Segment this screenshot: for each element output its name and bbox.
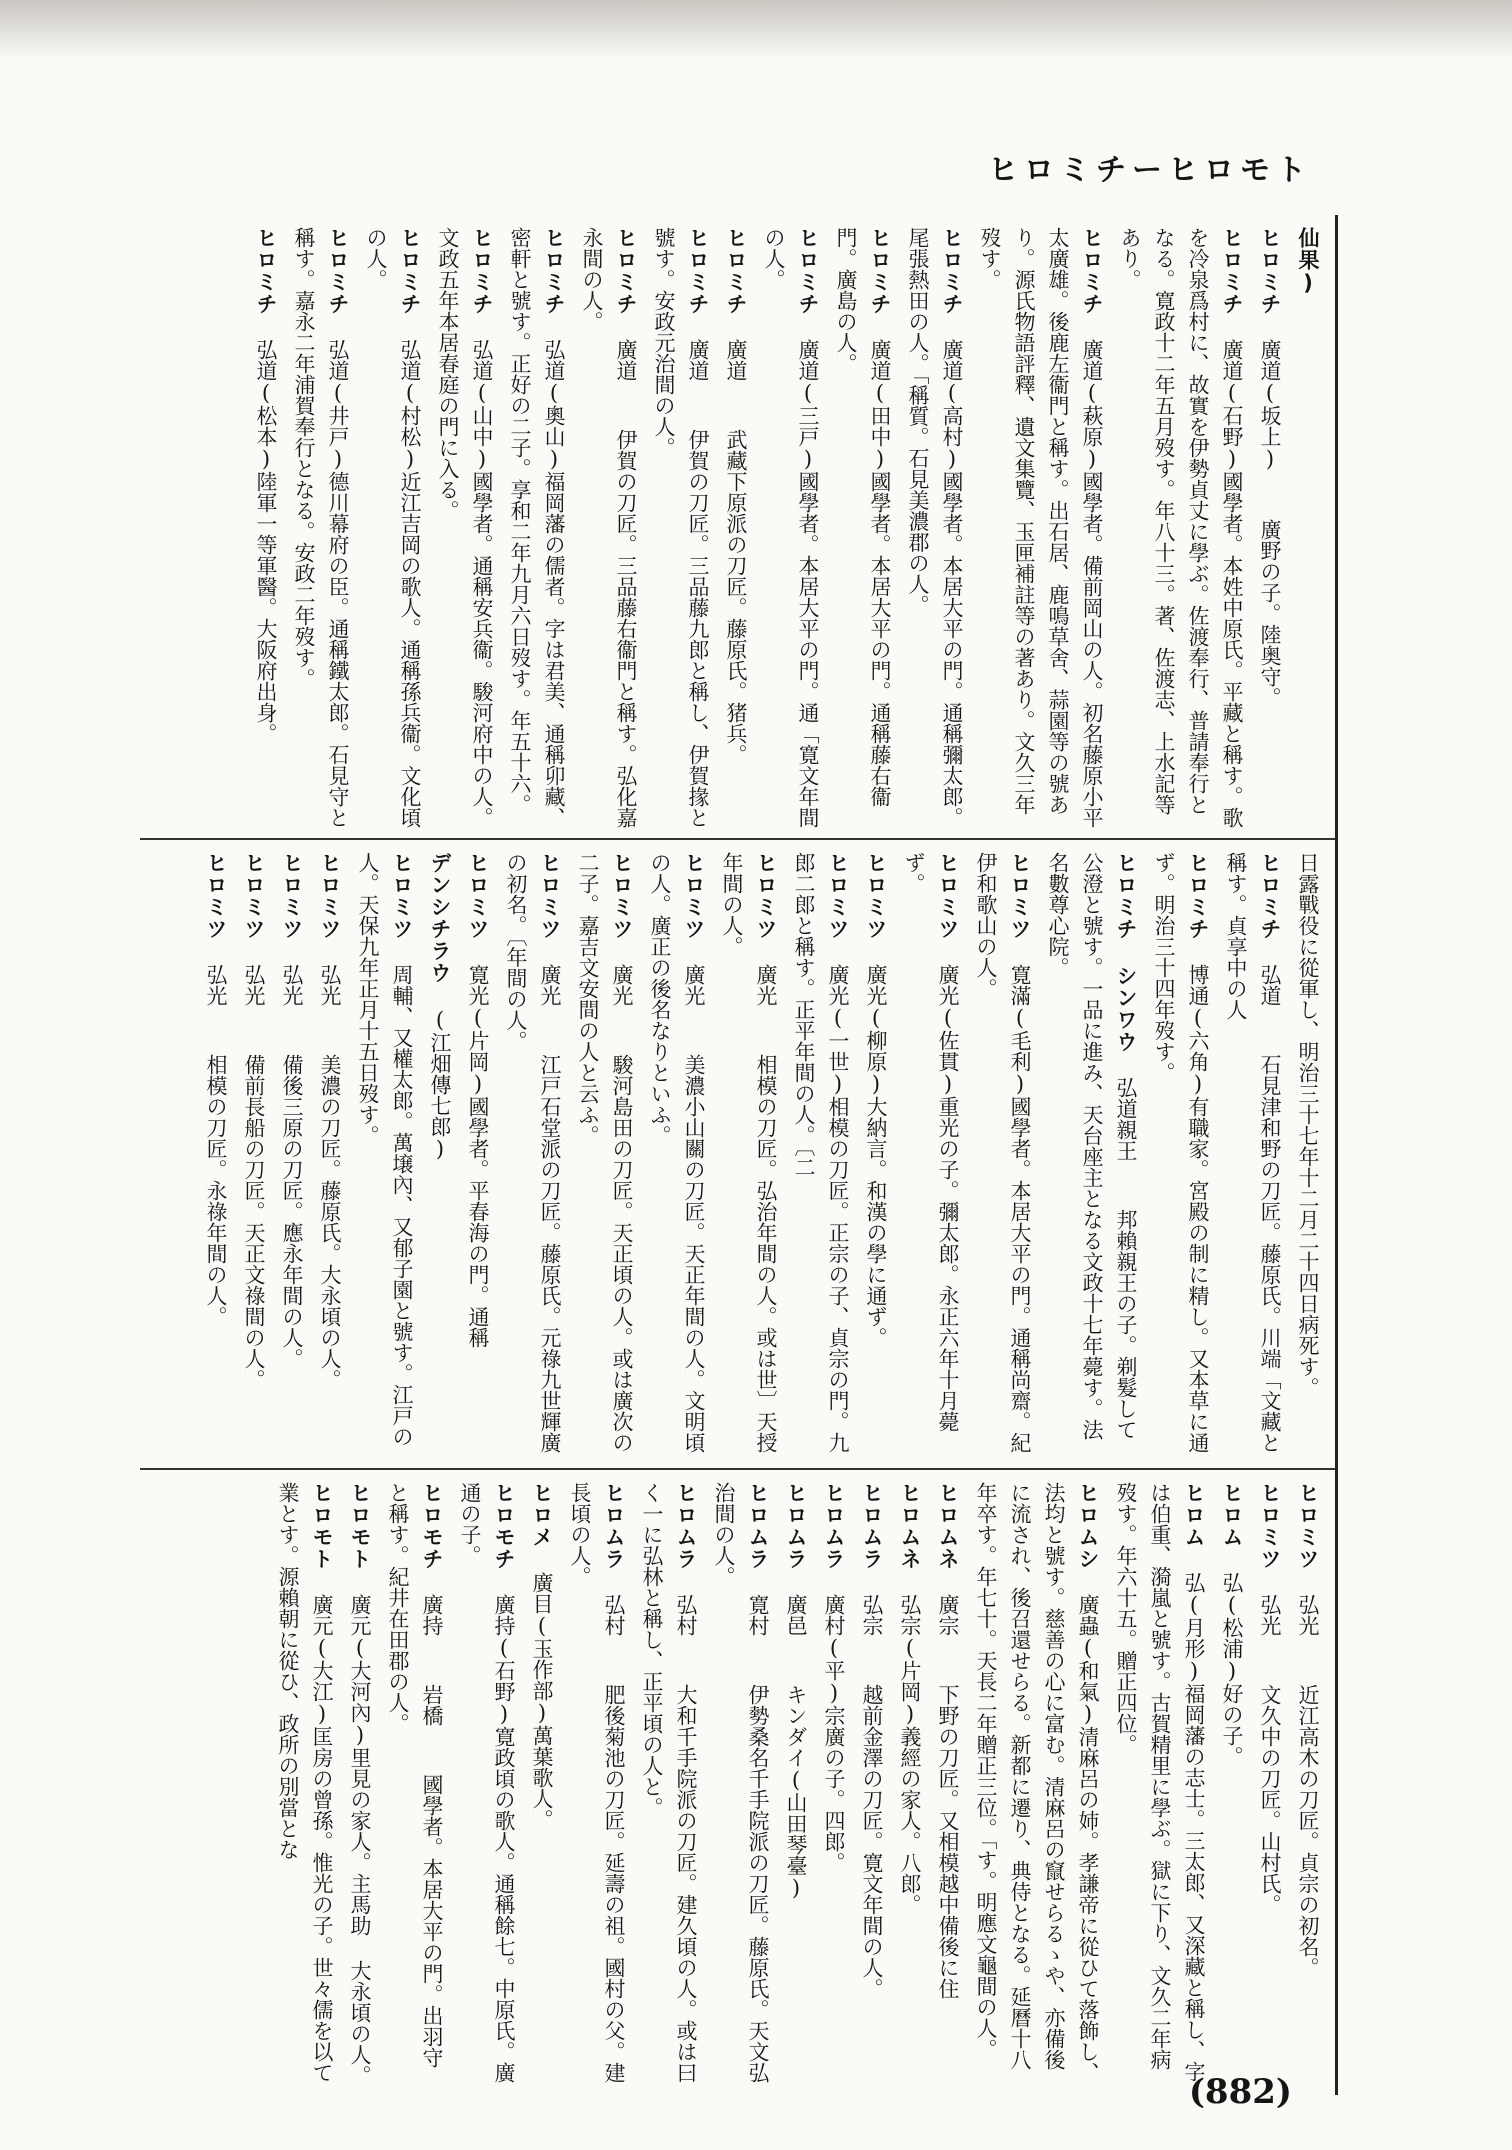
entry-text: 廣光(一世)相模の刀匠。正宗の子、貞宗の門。九郎二郎と稱す。正平年間の人。〔二 [792,852,850,1453]
entry-reading: ヒロミチ [868,227,892,315]
entry-reading: ヒロミチ [542,227,566,315]
entry-text: 廣光(佐貫)重光の子。彌太郎。永正六年十月薨ず。 [902,852,960,1432]
entry-reading: ヒロムラ [822,1482,846,1570]
entry-reading: デンシチラウ [428,852,452,984]
dictionary-entry [973,227,1109,830]
dictionary-entry [461,852,495,1460]
entry-text: 廣光 駿河島田の刀匠。天正頃の人。或は廣次の二子。嘉吉文安間の人と云ふ。 [576,852,634,1453]
entry-reading: ヒロミツ [242,852,266,940]
entry-text: 弘光 近江高木の刀匠。貞宗の初名。 [1296,1594,1320,1978]
dictionary-entry [1041,852,1143,1460]
dictionary-entry [563,1482,631,2087]
entry-text: 廣道(高村)國學者。本居大平の門。通稱彌太郎。尾張熱田の人。「稱質。石見美濃郡の人。 [906,227,964,828]
entry-text: 廣村(平)宗廣の子。四郎。 [822,1594,846,1873]
entry-reading: ヒロム [1220,1482,1244,1548]
entry-text: 弘道(奧山)福岡藩の儒者。字は君美、通稱卯藏、密軒と號す。正好の二子。享和二年九月六日歿す。年五十六。 [508,227,566,828]
entry-text: 廣元(大江)匡房の曾孫。惟光の子。世々儒を以て業とす。源賴朝に從ひ、政所の別當とな [276,1482,334,2083]
dictionary-entry [431,227,499,830]
dictionary-entry [897,852,965,1460]
entry-reading: ヒロムラ [784,1482,808,1570]
dictionary-entry [1147,852,1215,1460]
dictionary-frame [140,215,1338,2095]
tier-bottom [140,1470,1335,2095]
entry-reading: ヒロミチ [1220,227,1244,315]
entry-text: 廣道(田中)國學者。本居大平の門。通稱藤右衞門。廣島の人。 [834,227,892,807]
entry-text: 弘光 備前長船の刀匠。天正文祿間の人。 [242,964,266,1390]
entry-text: 廣道(三戸)國學者。本居大平の門。通「寛文年間の人。 [762,227,820,828]
entry-reading: ヒロミツ [754,852,778,940]
tier-middle [140,840,1335,1470]
entry-reading: ヒロミツ [826,852,850,940]
entry-text: 廣道(石野)國學者。本姓中原氏。平藏と稱す。歌を冷泉爲村に、故實を伊勢貞丈に學ぶ。佐渡奉行、普請奉行となる。寛政十二年五月歿す。年八十三。著、佐渡志、上水記等あり。 [1118,227,1244,828]
entry-reading: ヒロモチ [420,1482,444,1570]
dictionary-entry [643,852,711,1460]
dictionary-entry [313,852,347,1460]
entry-text: 廣蟲(和氣)清麻呂の姉。孝謙帝に從ひて落飾し、法均と號す。慈善の心に富む。清麻呂の竄せらるゝや、亦備後に流され、後召還せらる。新都に遷り、典侍となる。延曆十八年卒す。年七十。天長二年贈正三位。「す。明應文龜間の人。 [974,1482,1100,2083]
entry-text: 弘道(村松)近江吉岡の歌人。通稱孫兵衞。文化頃の人。 [364,227,422,828]
dictionary-entry [503,227,571,830]
entry-reading: ヒロモト [310,1482,334,1570]
entry-text: 弘村 肥後菊池の刀匠。延壽の祖。國村の父。建長頃の人。 [568,1482,626,2083]
entry-reading: ヒロミツ [280,852,304,940]
dictionary-entry [237,852,271,1460]
dictionary-entry [343,1482,377,2087]
dictionary-entry [423,852,457,1460]
entry-reading: ヒロミツ [864,852,888,940]
entry-text: 廣目(玉作部)萬葉歌人。 [530,1572,554,1830]
entry-text: 弘宗(片岡)義經の家人。八郎。 [898,1594,922,1915]
entry-reading: ヒロミチ [724,227,748,315]
entry-reading: ヒロミツ [466,852,490,940]
dictionary-entry [779,1482,813,2087]
dictionary-entry [359,227,427,830]
entry-text: 寛滿(毛利)國學者。本居大平の門。通稱尚齋。紀伊和歌山の人。 [974,852,1032,1453]
entry-reading: ヒロミチ [1080,227,1104,315]
dictionary-entry [1291,852,1325,1460]
entry-reading: ヒロミチ [940,227,964,315]
entry-text: 廣道 伊賀の刀匠。三品藤右衞門と稱す。弘化嘉永間の人。 [580,227,638,828]
entry-reading: 仙果) [1296,227,1320,296]
entry-text: 弘(松浦)好の子。 [1220,1572,1244,1767]
entry-text: 廣道 武藏下原派の刀匠。藤原氏。猪兵。 [724,339,748,765]
dictionary-entry [575,227,643,830]
entry-text: 日露戰役に從軍し、明治三十七年十二月二十四日病死す。 [1296,852,1320,1398]
entry-text: 弘道(松本)陸軍一等軍醫。大阪府出身。 [254,339,278,744]
dictionary-entry [931,1482,965,2087]
dictionary-entry [1219,852,1287,1460]
dictionary-entry [859,852,893,1460]
entry-reading: ヒロミチ [686,227,710,315]
entry-reading: ヒロミツ [1258,1482,1282,1570]
entry-text: 廣光 江戸石堂派の刀匠。藤原氏。元祿九世輝廣の初名。〔年間の人。 [504,852,562,1453]
dictionary-entry [1291,1482,1325,2087]
entry-reading: ヒロミツ [318,852,342,940]
dictionary-entry [969,1482,1105,2087]
dictionary-entry [757,227,825,830]
entry-text: 弘道 石見津和野の刀匠。藤原氏。川端「文藏と稱す。貞享中の人 [1224,852,1282,1453]
entry-text: 廣持(石野)寛政頃の歌人。通稱餘七。中原氏。廣通の子。 [458,1482,516,2083]
entry-text: 博通(六角)有職家。宮殿の制に精し。又本草に通ず。明治三十四年歿す。 [1152,852,1210,1453]
page-number: (882) [1188,2072,1292,2112]
entry-text: (江畑傳七郎) [428,1008,452,1161]
dictionary-entry [271,1482,339,2087]
entry-text: 廣光(柳原)大納言。和漢の學に通ず。 [864,964,888,1348]
dictionary-entry [499,852,567,1460]
entry-reading: ヒロミチ [1258,852,1282,940]
entry-reading: ヒロムラ [860,1482,884,1570]
entry-reading: ヒロモチ [492,1482,516,1570]
entry-text: 弘光 文久中の刀匠。山村氏。 [1258,1594,1282,1915]
dictionary-entry [249,227,283,830]
entry-text: 廣宗 下野の刀匠。又相模越中備後に住 [936,1594,960,1999]
entry-reading: ヒロミチ [326,227,350,315]
entry-reading: ヒロミツ [538,852,562,940]
entry-reading: ヒロムラ [674,1482,698,1570]
entry-reading: ヒロムネ [898,1482,922,1570]
dictionary-entry [1109,1482,1211,2087]
dictionary-entry [287,227,355,830]
entry-text: 弘道(井戸)德川幕府の臣。通稱鐵太郎。石見守と稱す。嘉永二年浦賀奉行となる。安政二年歿す。 [292,227,350,828]
entry-text: 弘光 相模の刀匠。永祿年間の人。 [204,964,228,1327]
dictionary-entry [525,1482,559,2087]
dictionary-entry [715,852,783,1460]
dictionary-entry [351,852,419,1460]
entry-reading: ヒロミツ [682,852,706,940]
entry-text: 周輔、又權太郎。萬壌內、又郁子園と號す。江戸の人。天保九年正月十五日歿す。 [356,852,414,1447]
entry-reading: ヒロミツ [204,852,228,940]
dictionary-entry [817,1482,851,2087]
dictionary-entry [719,227,753,830]
dictionary-entry [453,1482,521,2087]
entry-reading: ヒロミツ [936,852,960,940]
entry-reading: ヒロミツ [390,852,414,940]
entry-text: 廣道 伊賀の刀匠。三品藤九郎と稱し、伊賀掾と號す。安政元治間の人。 [652,227,710,828]
entry-text: 寛村 伊勢桑名千手院派の刀匠。藤原氏。天文弘治間の人。 [712,1482,770,2083]
entry-text: 廣光 相模の刀匠。弘治年間の人。或は世〕天授年間の人。 [720,852,778,1453]
entry-text: 廣邑 キンダイ(山田琴臺) [784,1594,808,1900]
entry-text: 弘光 美濃の刀匠。藤原氏。大永頃の人。 [318,964,342,1390]
dictionary-entry [893,1482,927,2087]
entry-reading: ヒロミツ [610,852,634,940]
entry-text: 廣持 岩橋 國學者。本居大平の門。出羽守と稱す。紀井在田郡の人。 [386,1482,444,2068]
dictionary-entry [829,227,897,830]
entry-reading: ヒロムシ [1076,1482,1100,1570]
entry-reading: ヒロミチ シンワウ [1114,852,1138,1053]
dictionary-entry [647,227,715,830]
dictionary-entry [275,852,309,1460]
entry-reading: ヒロムラ [746,1482,770,1570]
entry-reading: ヒロメ [530,1482,554,1548]
entry-text: 弘村 大和千手院派の刀匠。建久頃の人。或は曰く一に弘林と稱し、正平頃の人と。 [640,1482,698,2083]
entry-text: 廣道(萩原)國學者。備前岡山の人。初名藤原小平太廣雄。後鹿左衞門と稱す。出石居、鹿鳴草舍、蒜園等の號あり。源氏物語評釋、遺文集覽、玉匣補註等の著あり。文久三年歿す。 [978,227,1104,828]
entry-reading: ヒロモト [348,1482,372,1570]
dictionary-entry [635,1482,703,2087]
entry-reading: ヒロミチ [614,227,638,315]
entry-reading: ヒロミチ [1258,227,1282,315]
entry-reading: ヒロミチ [796,227,820,315]
dictionary-entry [1291,227,1325,830]
dictionary-entry [199,852,233,1460]
dictionary-entry [1215,1482,1249,2087]
dictionary-entry [1113,227,1249,830]
entry-reading: ヒロミチ [470,227,494,315]
dictionary-entry [1253,1482,1287,2087]
entry-reading: ヒロミチ [398,227,422,315]
entry-text: 廣元(大河內)里見の家人。主馬助 大永頃の人。 [348,1594,372,2086]
entry-reading: ヒロミツ [1008,852,1032,940]
scan-edge [0,0,1512,60]
dictionary-entry [707,1482,775,2087]
entry-text: 弘道親王 邦賴親王の子。剃髮して公澄と號す。一品に進み、天台座主となる文政十七年薨す。法名數尊心院。 [1046,852,1138,1440]
entry-text: 弘宗 越前金澤の刀匠。寛文年間の人。 [860,1594,884,1999]
dictionary-entry [571,852,639,1460]
entry-text: 廣道(坂上) 廣野の子。陸奥守。 [1258,339,1282,708]
dictionary-entry [969,852,1037,1460]
entry-reading: ヒロミチ [1186,852,1210,940]
entry-text: 廣光 美濃小山關の刀匠。天正年間の人。文明頃の人。廣正の後名なりといふ。 [648,852,706,1453]
running-head: ヒロミチーヒロモト [988,153,1312,188]
entry-reading: ヒロムネ [936,1482,960,1570]
dictionary-entry [855,1482,889,2087]
entry-text: 寛光(片岡)國學者。平春海の門。通稱 [466,964,490,1348]
entry-text: 弘光 備後三原の刀匠。應永年間の人。 [280,964,304,1369]
entry-text: 弘道(山中)國學者。通稱安兵衞。駿河府中の人。文政五年本居春庭の門に入る。 [436,227,494,828]
dictionary-entry [381,1482,449,2087]
tier-top [140,215,1335,840]
dictionary-entry [787,852,855,1460]
entry-reading: ヒロム [1182,1482,1206,1548]
entry-text: 弘(月形)福岡藩の志士。三太郎、又深藏と稱し、字は伯重、漪嵐と號す。古賀精里に學ぶ。獄に下り、文久二年病歿す。年六十五。贈正四位。 [1114,1482,1206,2082]
dictionary-entry [901,227,969,830]
entry-reading: ヒロミツ [1296,1482,1320,1570]
entry-reading: ヒロミチ [254,227,278,315]
dictionary-entry [1253,227,1287,830]
entry-reading: ヒロムラ [602,1482,626,1570]
